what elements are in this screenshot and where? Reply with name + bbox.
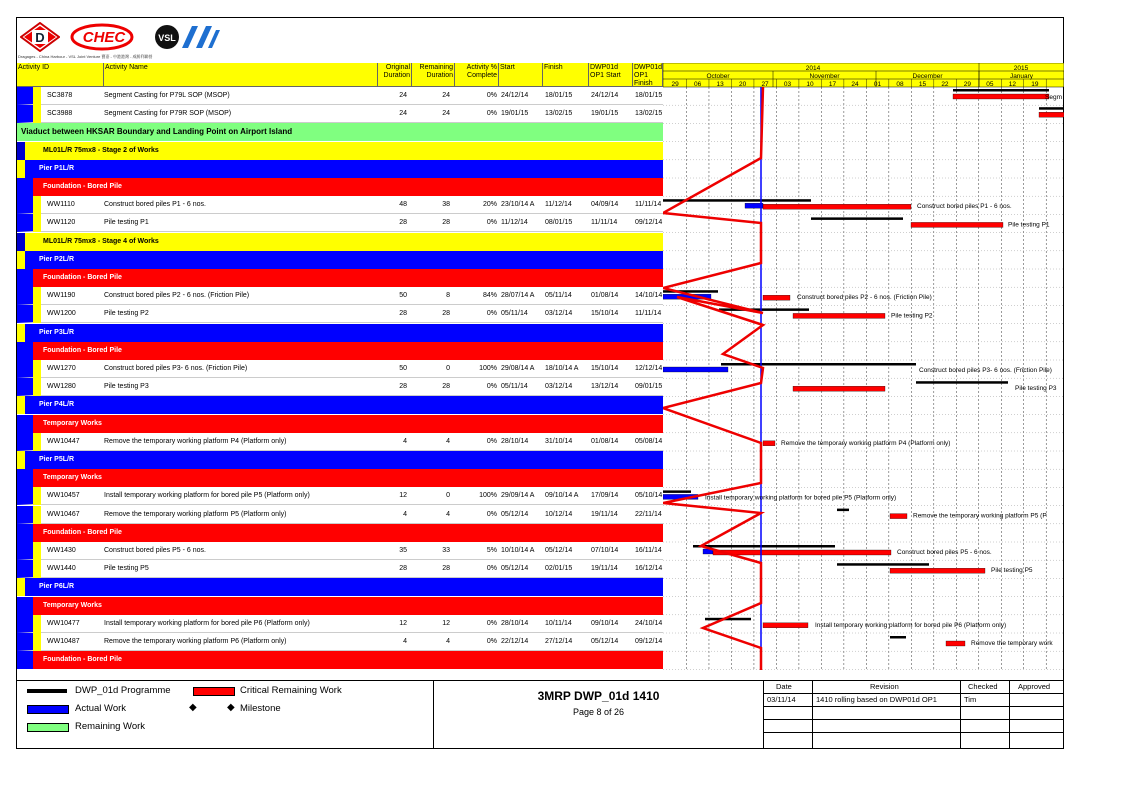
table-row (17, 633, 663, 651)
legend-milestone-label: Milestone (240, 703, 281, 714)
title-block (434, 680, 764, 748)
dwp-finish-date: 05/08/14 (635, 437, 663, 445)
gantt-bar (1039, 112, 1064, 117)
timeline-week: 08 (896, 81, 904, 88)
gantt-bar-label: Remove the temporary work (971, 640, 1053, 647)
table-row (17, 105, 663, 123)
gantt-bar-label: Remove the temporary working platform P4 (Platform only) (781, 439, 951, 447)
timeline-month: January (1009, 73, 1034, 80)
activity-id: WW10447 (47, 437, 80, 445)
remaining-duration: 8 (446, 292, 450, 300)
percent-complete: 0% (486, 310, 497, 318)
gantt-bar (793, 386, 885, 391)
activity-name: Construct bored piles P1 - 6 nos. (104, 201, 206, 209)
gantt-bar (837, 563, 929, 566)
remaining-duration: 24 (442, 110, 450, 118)
start-date: 28/10/14 (501, 437, 529, 445)
dwp-start-date: 24/12/14 (591, 92, 619, 99)
wbs-band-blue: Pier P2L/R (17, 251, 663, 269)
original-duration: 12 (399, 619, 407, 627)
dwp-finish-date: 16/11/14 (635, 547, 662, 554)
original-duration: 24 (399, 92, 407, 99)
activity-name: Install temporary working platform for bored pile P5 (Platform only) (104, 492, 310, 500)
activity-id: SC3878 (47, 92, 73, 99)
row-wbs-marker (33, 360, 41, 378)
original-duration: 28 (399, 219, 407, 227)
finish-date: 31/10/14 (545, 437, 573, 445)
timeline-week: 24 (851, 81, 859, 88)
dwp-finish-date: 09/01/15 (635, 383, 663, 391)
activity-name: Pile testing P5 (104, 565, 149, 573)
activity-name: Install temporary working platform for bored pile P6 (Platform only) (104, 619, 310, 627)
gantt-bar (1039, 107, 1064, 110)
dwp-finish-date: 12/12/14 (635, 365, 663, 372)
legend-programme-label: DWP_01d Programme (75, 685, 171, 696)
original-duration: 35 (399, 547, 407, 554)
timeline-week: 06 (693, 81, 702, 88)
start-date: 24/12/14 (501, 92, 529, 99)
dwp-finish-date: 22/11/14 (635, 510, 662, 518)
table-row (17, 87, 663, 105)
start-date: 22/12/14 (501, 638, 529, 645)
rev-header-approved: Approved (1018, 682, 1051, 691)
wbs-band-red: Foundation - Bored Pile (17, 524, 663, 542)
dwp-finish-date: 09/12/14 (635, 219, 663, 227)
milestone-diamond-icon: ◆ (189, 702, 197, 713)
gantt-bar (663, 367, 728, 372)
wbs-band-red: Foundation - Bored Pile (17, 178, 663, 196)
remaining-duration: 4 (446, 638, 450, 645)
gantt-bar (916, 381, 1008, 384)
logo-caption: Dragages - China Harbour - VSL Joint Venture 寶嘉 - 中港港灣 - 威勝利聯營 (18, 54, 153, 59)
activity-id: WW10477 (47, 619, 80, 627)
finish-date: 11/12/14 (545, 201, 572, 209)
activity-id: WW10467 (47, 510, 80, 518)
col-original-duration: Original Duration (378, 63, 412, 87)
table-row (17, 214, 663, 232)
activity-name: Segment Casting for P79L SOP (MSOP) (104, 92, 230, 99)
original-duration: 28 (399, 565, 407, 573)
finish-date: 02/01/15 (545, 565, 573, 573)
wbs-band-red: Temporary Works (17, 469, 663, 487)
col-remaining-duration: Remaining Duration (412, 63, 455, 87)
start-date: 28/07/14 A (501, 292, 535, 300)
rev-grid-line (812, 681, 813, 749)
activity-name: Segment Casting for P79R SOP (MSOP) (104, 110, 232, 118)
row-wbs-marker (33, 506, 41, 524)
finish-date: 03/12/14 (545, 310, 573, 318)
chec-logo-text: CHEC (82, 29, 126, 46)
timeline-week: 05 (986, 81, 994, 88)
activity-name: Construct bored piles P3- 6 nos. (Friction Pile) (104, 365, 248, 372)
table-row (17, 433, 663, 451)
activity-id: WW1200 (47, 310, 76, 318)
percent-complete: 100% (479, 365, 497, 372)
percent-complete: 0% (486, 110, 497, 118)
rev-header-revision: Revision (870, 682, 899, 691)
activity-name: Pile testing P2 (104, 310, 149, 318)
table-row (17, 506, 663, 524)
table-row (17, 378, 663, 396)
remaining-duration: 4 (446, 510, 450, 518)
gantt-bar (763, 204, 911, 209)
table-row (17, 305, 663, 323)
start-date: 10/10/14 A (501, 547, 535, 554)
finish-date: 05/11/14 (545, 292, 572, 300)
gantt-bar (719, 308, 809, 311)
legend-critical-swatch (193, 687, 235, 696)
activity-name: Pile testing P3 (104, 383, 149, 391)
gantt-bar (793, 313, 885, 318)
gantt-bar-label: Construct bored piles P1 - 6 nos. (917, 203, 1012, 211)
activity-name: Construct bored piles P5 - 6 nos. (104, 547, 206, 554)
original-duration: 4 (403, 638, 407, 645)
wbs-band-blue: Pier P6L/R (17, 578, 663, 596)
gantt-bar (837, 509, 849, 512)
dwp-start-date: 17/09/14 (591, 492, 619, 500)
legend-critical-label: Critical Remaining Work (240, 685, 342, 696)
rev-grid-line (764, 719, 1064, 720)
table-row (17, 196, 663, 214)
original-duration: 28 (399, 383, 407, 391)
legend-actual-swatch (27, 705, 69, 714)
wbs-band-red: Temporary Works (17, 415, 663, 433)
wbs-band-red: Foundation - Bored Pile (17, 342, 663, 360)
wbs-band-red: Temporary Works (17, 597, 663, 615)
timeline-week: 29 (963, 81, 972, 88)
gantt-bar (890, 636, 906, 639)
activity-id: WW10487 (47, 638, 80, 645)
dwp-finish-date: 05/10/14 (635, 492, 663, 500)
rev-header-date: Date (776, 682, 792, 691)
percent-complete: 0% (486, 638, 497, 645)
chec-logo-icon (66, 22, 146, 52)
row-wbs-marker (33, 615, 41, 633)
dwp-start-date: 04/09/14 (591, 201, 619, 209)
milestone-diamond-icon: ◆ (227, 702, 235, 713)
gantt-bar-label: Construct bored piles P3- 6 nos. (Friction Pile) (919, 367, 1052, 374)
gantt-bar-label: Construct bored piles P5 - 6 nos. (897, 549, 992, 556)
timeline-week: 10 (806, 81, 814, 88)
gantt-bar (953, 94, 1049, 99)
activity-name: Remove the temporary working platform P5 (Platform only) (104, 510, 287, 518)
percent-complete: 0% (486, 510, 497, 518)
remaining-duration: 33 (442, 547, 450, 554)
dwp-start-date: 11/11/14 (591, 219, 618, 227)
dwp-finish-date: 09/12/14 (635, 638, 663, 645)
activity-id: WW10457 (47, 492, 80, 500)
timeline-week: 01 (873, 81, 882, 88)
gantt-bar-label: Segm (1045, 94, 1062, 101)
remaining-duration: 0 (446, 492, 450, 500)
percent-complete: 0% (486, 383, 497, 391)
row-wbs-marker (33, 196, 41, 214)
rev-grid-line (764, 732, 1064, 733)
finish-date: 18/10/14 A (545, 365, 579, 372)
start-date: 05/12/14 (501, 510, 529, 518)
row-wbs-marker (33, 287, 41, 305)
row-wbs-marker (33, 487, 41, 505)
gantt-bar-label: Construct bored piles P2 - 6 nos. (Friction Pile) (797, 294, 932, 302)
dwp-finish-date: 16/12/14 (635, 565, 663, 573)
gantt-chart (663, 63, 1064, 670)
wbs-band-red: Foundation - Bored Pile (17, 269, 663, 287)
row-wbs-marker (33, 87, 41, 105)
legend (17, 680, 434, 748)
rev-grid-line (764, 706, 1064, 707)
schedule-title: 3MRP DWP_01d 1410 (537, 689, 660, 703)
finish-date: 10/11/14 (545, 619, 572, 627)
start-date: 05/11/14 (501, 310, 528, 318)
start-date: 11/12/14 (501, 219, 528, 227)
timeline-week: 19 (1031, 81, 1039, 88)
timeline-year: 2014 (805, 65, 821, 72)
wbs-band-blue: Pier P1L/R (17, 160, 663, 178)
progress-line (663, 87, 763, 670)
gantt-bar (763, 441, 775, 446)
timeline-week: 29 (671, 81, 679, 88)
company-logos (18, 20, 218, 62)
dwp-start-date: 01/08/14 (591, 292, 619, 300)
rev-description: 1410 rolling based on DWP01d OP1 (816, 695, 937, 704)
activity-id: SC3988 (47, 110, 73, 118)
original-duration: 12 (399, 492, 407, 500)
activity-name: Remove the temporary working platform P6 (Platform only) (104, 638, 287, 645)
vsl-logo-text: VSL (158, 33, 176, 43)
dwp-start-date: 19/11/14 (591, 565, 618, 573)
vsl-logo-icon (152, 22, 222, 52)
dragages-logo-letter: D (35, 30, 45, 45)
start-date: 28/10/14 (501, 619, 529, 627)
rev-date: 03/11/14 (767, 695, 796, 704)
col-start: Start (499, 63, 543, 87)
table-row (17, 487, 663, 505)
legend-programme-swatch (27, 689, 67, 693)
dragages-logo-icon (20, 22, 60, 52)
remaining-duration: 0 (446, 365, 450, 372)
wbs-band-blue: Pier P3L/R (17, 324, 663, 342)
original-duration: 24 (399, 110, 407, 118)
table-row (17, 560, 663, 578)
dwp-start-date: 13/12/14 (591, 383, 619, 391)
percent-complete: 0% (486, 565, 497, 573)
finish-date: 03/12/14 (545, 383, 573, 391)
dwp-start-date: 09/10/14 (591, 619, 619, 627)
timeline-week: 03 (783, 81, 792, 88)
original-duration: 50 (399, 365, 407, 372)
gantt-svg (663, 63, 1064, 670)
remaining-duration: 28 (442, 565, 450, 573)
finish-date: 05/12/14 (545, 547, 573, 554)
rev-checked: Tim (964, 695, 977, 704)
rev-header-checked: Checked (968, 682, 998, 691)
col-dwp-start: DWP01d OP1 Start (589, 63, 633, 87)
timeline-month: October (706, 73, 730, 80)
percent-complete: 20% (482, 201, 497, 209)
dwp-start-date: 07/10/14 (591, 547, 619, 554)
dwp-start-date: 15/10/14 (591, 365, 619, 372)
gantt-bar-label: Pile testing P1 (1008, 221, 1050, 229)
percent-complete: 0% (486, 619, 497, 627)
remaining-duration: 4 (446, 437, 450, 445)
row-wbs-marker (33, 433, 41, 451)
table-row (17, 542, 663, 560)
col-activity-name: Activity Name (104, 63, 378, 87)
activity-id: WW1270 (47, 365, 76, 372)
revision-block (764, 680, 1064, 748)
dwp-finish-date: 18/01/15 (635, 92, 663, 99)
finish-date: 09/10/14 A (545, 492, 579, 500)
gantt-bar (663, 490, 691, 493)
start-date: 29/08/14 A (501, 365, 535, 372)
row-wbs-marker (33, 542, 41, 560)
rev-grid-line (1009, 681, 1010, 749)
gantt-bar (953, 89, 1049, 92)
percent-complete: 5% (486, 547, 497, 554)
gantt-bar (911, 222, 1003, 227)
row-wbs-marker (33, 560, 41, 578)
finish-date: 27/12/14 (545, 638, 573, 645)
remaining-duration: 28 (442, 310, 450, 318)
wbs-band-yellow: ML01L/R 75mx8 - Stage 4 of Works (17, 233, 663, 251)
timeline-week: 12 (1008, 81, 1017, 88)
gantt-bar (763, 623, 808, 628)
gantt-bar-label: Install temporary working platform for bored pile P6 (Platform only) (815, 621, 1007, 629)
start-date: 23/10/14 A (501, 201, 535, 209)
wbs-band-blue: Pier P5L/R (17, 451, 663, 469)
timeline-week: 17 (828, 81, 837, 88)
timeline-year: 2015 (1013, 65, 1029, 72)
original-duration: 48 (399, 201, 407, 209)
activity-name: Pile testing P1 (104, 219, 149, 227)
col-activity-id: Activity ID (17, 63, 104, 87)
remaining-duration: 28 (442, 219, 450, 227)
legend-actual-label: Actual Work (75, 703, 127, 714)
percent-complete: 0% (486, 437, 497, 445)
dwp-start-date: 19/11/14 (591, 510, 618, 518)
gantt-bar-label: Remove the temporary working platform P5 (P (913, 512, 1047, 520)
activity-name: Construct bored piles P2 - 6 nos. (Friction Pile) (104, 292, 250, 300)
timeline-month: December (912, 73, 943, 80)
activity-id: WW1280 (47, 383, 76, 391)
wbs-band-green: Viaduct between HKSAR Boundary and Landing Point on Airport Island (17, 123, 663, 141)
percent-complete: 84% (482, 292, 497, 300)
row-wbs-marker (33, 105, 41, 123)
original-duration: 50 (399, 292, 407, 300)
row-wbs-marker (33, 214, 41, 232)
gantt-bar (693, 545, 835, 548)
col-activity-complete: Activity % Complete (455, 63, 499, 87)
timeline-month: November (809, 73, 840, 80)
dwp-finish-date: 13/02/15 (635, 110, 663, 118)
table-row (17, 360, 663, 378)
dwp-finish-date: 11/11/14 (635, 310, 662, 318)
timeline-week: 22 (941, 81, 949, 88)
start-date: 29/09/14 A (501, 492, 535, 500)
percent-complete: 0% (486, 219, 497, 227)
gantt-bar (713, 550, 891, 555)
page-number: Page 8 of 26 (572, 707, 625, 717)
activity-id: WW1430 (47, 547, 76, 554)
row-wbs-marker (33, 633, 41, 651)
rev-grid-line (960, 681, 961, 749)
gantt-bar (890, 514, 907, 519)
original-duration: 28 (399, 310, 407, 318)
gantt-bar (811, 217, 903, 220)
percent-complete: 100% (479, 492, 497, 500)
row-wbs-marker (33, 378, 41, 396)
dwp-start-date: 15/10/14 (591, 310, 619, 318)
start-date: 05/12/14 (501, 565, 529, 573)
remaining-duration: 38 (442, 201, 450, 209)
finish-date: 18/01/15 (545, 92, 573, 99)
table-row (17, 615, 663, 633)
gantt-bar-label: Pile testing P3 (1015, 385, 1057, 393)
dwp-finish-date: 11/11/14 (635, 201, 662, 209)
finish-date: 08/01/15 (545, 219, 573, 227)
activity-name: Remove the temporary working platform P4 (Platform only) (104, 437, 287, 445)
remaining-duration: 12 (442, 619, 450, 627)
remaining-duration: 28 (442, 383, 450, 391)
gantt-bar-label: Pile testing P2 (891, 312, 933, 320)
activity-id: WW1190 (47, 292, 76, 300)
start-date: 05/11/14 (501, 383, 528, 391)
dwp-finish-date: 14/10/14 (635, 292, 663, 300)
col-dwp-finish: DWP01d OP1 Finish (634, 64, 663, 87)
dwp-start-date: 19/01/15 (591, 110, 619, 118)
gantt-bar-label: Install temporary working platform for bored pile P5 (Platform only) (705, 494, 897, 502)
original-duration: 4 (403, 437, 407, 445)
dwp-start-date: 05/12/14 (591, 638, 619, 645)
activity-id: WW1440 (47, 565, 76, 573)
gantt-bar (763, 295, 790, 300)
wbs-band-red: Foundation - Bored Pile (17, 651, 663, 669)
finish-date: 10/12/14 (545, 510, 573, 518)
legend-remaining-swatch (27, 723, 69, 732)
timeline-week: 27 (761, 81, 769, 88)
legend-remaining-label: Remaining Work (75, 721, 146, 732)
col-finish: Finish (543, 63, 589, 87)
rev-grid-line (764, 693, 1064, 694)
gantt-bar-label: Pile testing P5 (991, 567, 1033, 575)
activity-id: WW1120 (47, 219, 76, 227)
start-date: 19/01/15 (501, 110, 529, 118)
wbs-band-blue: Pier P4L/R (17, 396, 663, 414)
dwp-finish-date: 24/10/14 (635, 619, 663, 627)
timeline-week: 20 (738, 81, 747, 88)
timeline-week: 13 (716, 81, 724, 88)
activity-id: WW1110 (47, 201, 75, 209)
percent-complete: 0% (486, 92, 497, 99)
gantt-bar (946, 641, 965, 646)
timeline-week: 15 (918, 81, 927, 88)
original-duration: 4 (403, 510, 407, 518)
finish-date: 13/02/15 (545, 110, 573, 118)
row-wbs-marker (33, 305, 41, 323)
gantt-bar (890, 568, 985, 573)
dwp-start-date: 01/08/14 (591, 437, 619, 445)
table-row (17, 287, 663, 305)
wbs-band-yellow: ML01L/R 75mx8 - Stage 2 of Works (17, 142, 663, 160)
remaining-duration: 24 (442, 92, 450, 99)
